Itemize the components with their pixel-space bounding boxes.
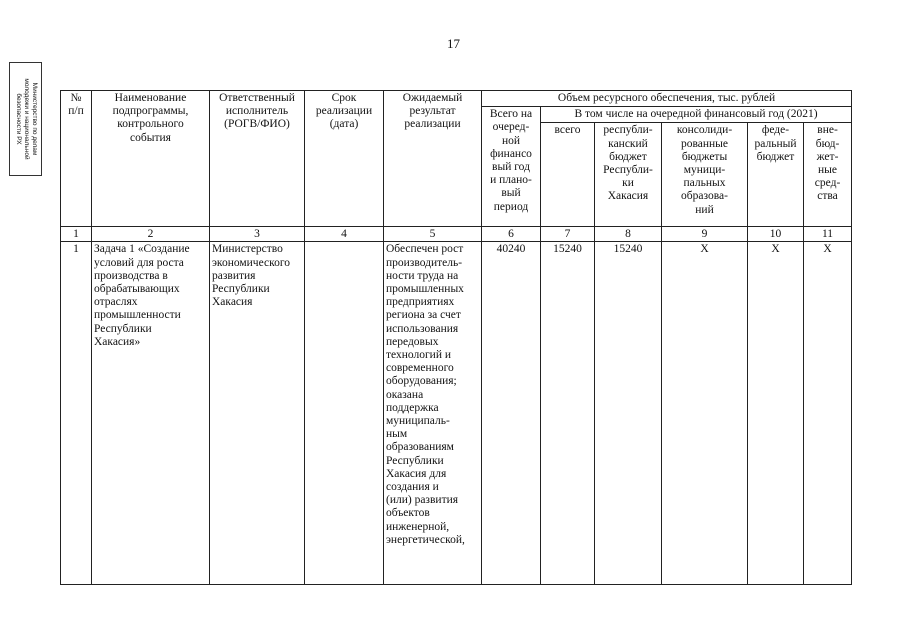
- header-republic-budget: республи- канский бюджет Республи- ки Хакасия: [595, 123, 662, 227]
- row-republic-budget: 15240: [595, 242, 662, 585]
- header-number: № п/п: [61, 91, 92, 227]
- stamp-text: Министерство по делам молодежи и национальной безопасности РХ: [14, 78, 38, 160]
- row-federal-budget: Х: [748, 242, 804, 585]
- table-row: [61, 242, 852, 585]
- header-name: Наименование подпрограммы, контрольного события: [92, 91, 210, 227]
- column-number: 8: [595, 227, 662, 242]
- row-task-name: Задача 1 «Создание условий для роста производства в обрабатывающих отраслях промышленности Республики Хакасия»: [92, 242, 210, 585]
- row-expected-result: Обеспечен рост производитель- ности труда на промышленных предприятиях региона за счет использования передовых технологий и современного оборудования; оказана поддержка муниципаль- ным образованиям Республики Хакасия для создания и (или) развития объектов инженерной, энергетической,: [384, 242, 482, 585]
- column-number: 3: [210, 227, 305, 242]
- header-deadline: Срок реализации (дата): [305, 91, 384, 227]
- header-year-subgroup: В том числе на очередной финансовый год (2021): [541, 107, 852, 123]
- header-resource-group: Объем ресурсного обеспечения, тыс. рублей: [482, 91, 852, 107]
- header-total-year: всего: [541, 123, 595, 227]
- row-total-period: 40240: [482, 242, 541, 585]
- row-executor: Министерство экономического развития Республики Хакасия: [210, 242, 305, 585]
- column-number: 2: [92, 227, 210, 242]
- header-municipal-budget: консолиди- рованные бюджеты муници- пальных образова- ний: [662, 123, 748, 227]
- column-number: 5: [384, 227, 482, 242]
- column-number: 4: [305, 227, 384, 242]
- header-result: Ожидаемый результат реализации: [384, 91, 482, 227]
- column-number: 11: [804, 227, 852, 242]
- row-total-year: 15240: [541, 242, 595, 585]
- row-deadline: [305, 242, 384, 585]
- header-federal-budget: феде- ральный бюджет: [748, 123, 804, 227]
- column-numbers-row: [61, 227, 852, 242]
- header-executor: Ответственный исполнитель (РОГВ/ФИО): [210, 91, 305, 227]
- column-number: 1: [61, 227, 92, 242]
- header-extra-budget: вне- бюд- жет- ные сред- ства: [804, 123, 852, 227]
- ministry-stamp: [9, 62, 42, 176]
- row-number: 1: [61, 242, 92, 585]
- resource-table: [60, 90, 852, 585]
- column-number: 6: [482, 227, 541, 242]
- page-number: 17: [447, 36, 460, 51]
- header-total-period: Всего на очеред- ной финансо вый год и плано- вый период: [482, 107, 541, 227]
- row-municipal-budget: Х: [662, 242, 748, 585]
- column-number: 10: [748, 227, 804, 242]
- row-extra-budget: Х: [804, 242, 852, 585]
- column-number: 7: [541, 227, 595, 242]
- column-number: 9: [662, 227, 748, 242]
